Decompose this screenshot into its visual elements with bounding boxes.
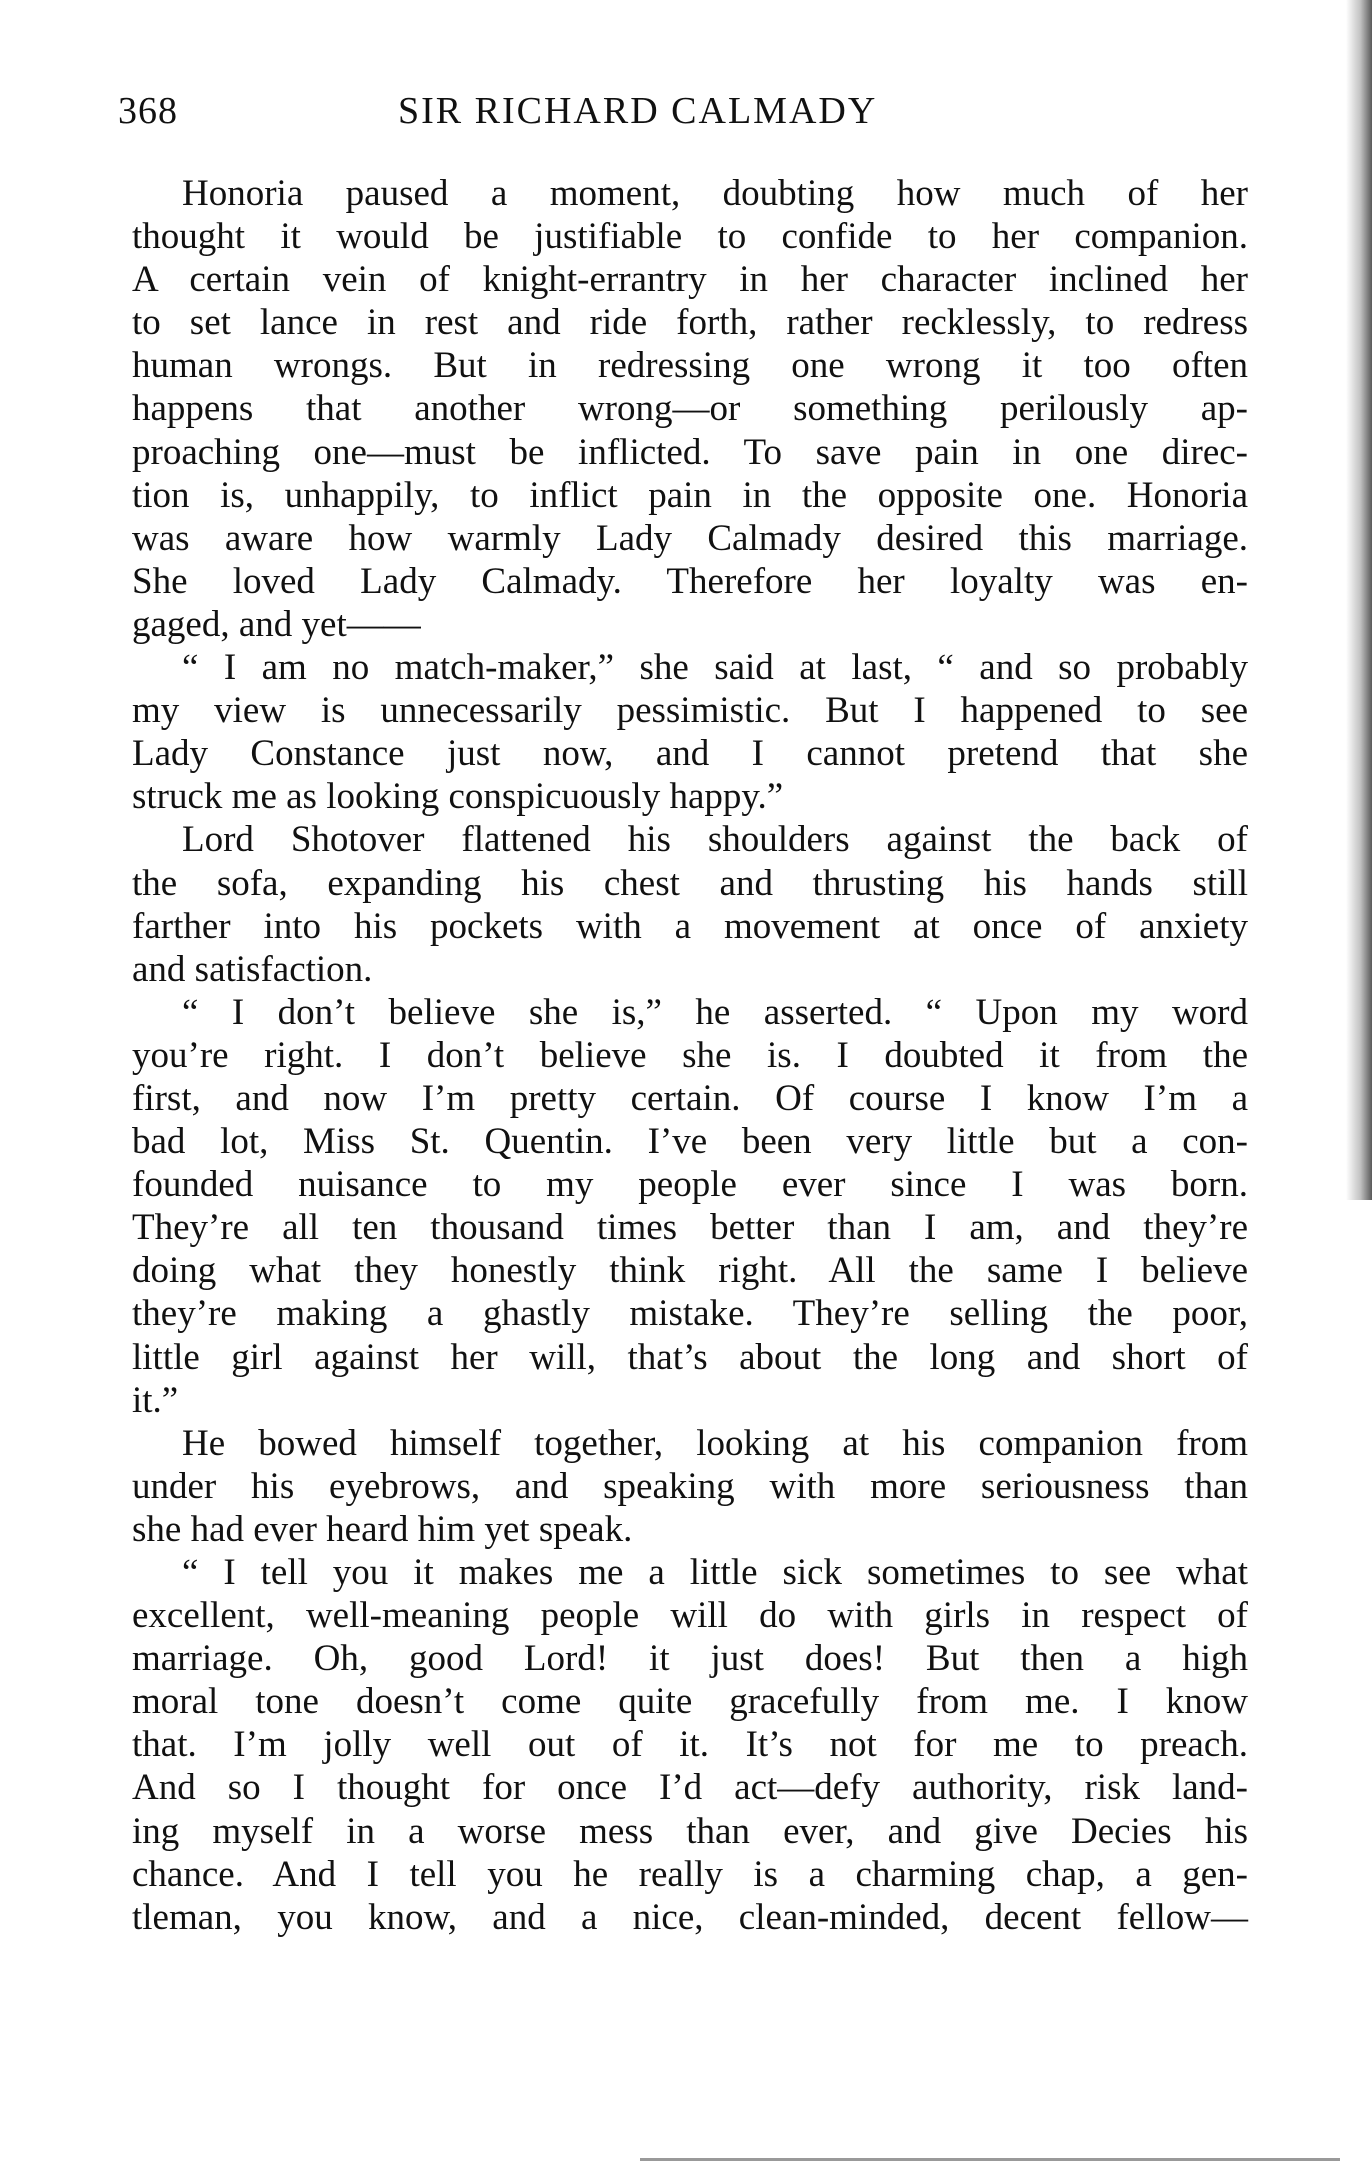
text-line: you’re right. I don’t believe she is. I doubted it from the xyxy=(132,1034,1248,1076)
text-line: human wrongs. But in redressing one wrong it too often xyxy=(132,345,1248,387)
text-line: “ I don’t believe she is,” he asserted. “ Upon my word xyxy=(182,991,1248,1033)
text-line: tion is, unhappily, to inflict pain in the opposite one. Honoria xyxy=(132,474,1248,516)
text-line: that. I’m jolly well out of it. It’s not for me to preach. xyxy=(132,1724,1248,1766)
text-line: bad lot, Miss St. Quentin. I’ve been very little but a con- xyxy=(132,1121,1248,1163)
text-line: thought it would be justifiable to confide to her companion. xyxy=(132,216,1248,258)
body-text xyxy=(132,172,1248,1939)
text-line: they’re making a ghastly mistake. They’re selling the poor, xyxy=(132,1293,1248,1335)
text-line: tleman, you know, and a nice, clean-minded, decent fellow— xyxy=(132,1896,1248,1938)
text-line: She loved Lady Calmady. Therefore her loyalty was en- xyxy=(132,560,1248,602)
text-line: founded nuisance to my people ever since I was born. xyxy=(132,1164,1248,1206)
text-line: doing what they honestly think right. All the same I believe xyxy=(132,1250,1248,1292)
text-line: it.” xyxy=(132,1379,179,1421)
text-line: Lady Constance just now, and I cannot pretend that she xyxy=(132,733,1248,775)
text-line: chance. And I tell you he really is a charming chap, a gen- xyxy=(132,1853,1248,1895)
text-line: marriage. Oh, good Lord! it just does! But then a high xyxy=(132,1638,1248,1680)
text-line: He bowed himself together, looking at his companion from xyxy=(182,1422,1248,1464)
text-line: little girl against her will, that’s about the long and short of xyxy=(132,1336,1248,1378)
text-line: farther into his pockets with a movement at once of anxiety xyxy=(132,905,1248,947)
text-line: and satisfaction. xyxy=(132,948,373,990)
text-line: proaching one—must be inflicted. To save pain in one direc- xyxy=(132,431,1248,473)
text-line: Lord Shotover flattened his shoulders against the back of xyxy=(182,819,1248,861)
text-line: under his eyebrows, and speaking with more seriousness than xyxy=(132,1465,1248,1507)
text-line: And so I thought for once I’d act—defy authority, risk land- xyxy=(132,1767,1248,1809)
text-line: first, and now I’m pretty certain. Of course I know I’m a xyxy=(132,1077,1248,1119)
text-line: to set lance in rest and ride forth, rather recklessly, to redress xyxy=(132,302,1248,344)
text-line: excellent, well-meaning people will do with girls in respect of xyxy=(132,1595,1248,1637)
text-line: she had ever heard him yet speak. xyxy=(132,1508,633,1550)
text-line: happens that another wrong—or something perilously ap- xyxy=(132,388,1248,430)
text-line: my view is unnecessarily pessimistic. But I happened to see xyxy=(132,690,1248,732)
text-line: struck me as looking conspicuously happy.” xyxy=(132,776,784,818)
text-line: gaged, and yet—— xyxy=(132,603,421,645)
text-line: “ I tell you it makes me a little sick sometimes to see what xyxy=(182,1552,1248,1593)
text-line: They’re all ten thousand times better than I am, and they’re xyxy=(132,1207,1248,1249)
text-line: moral tone doesn’t come quite gracefully from me. I know xyxy=(132,1681,1248,1723)
text-line: Honoria paused a moment, doubting how much of her xyxy=(182,173,1248,214)
text-line: A certain vein of knight-errantry in her character inclined her xyxy=(132,259,1248,301)
text-line: “ I am no match-maker,” she said at last, “ and so probably xyxy=(182,647,1248,689)
scan-edge-shadow xyxy=(1346,0,1372,1200)
running-title: SIR RICHARD CALMADY xyxy=(398,90,878,132)
page-number: 368 xyxy=(118,90,178,132)
text-line: was aware how warmly Lady Calmady desired this marriage. xyxy=(132,517,1248,559)
bottom-edge-rule xyxy=(640,2158,1340,2161)
text-line: the sofa, expanding his chest and thrusting his hands still xyxy=(132,862,1248,904)
text-line: ing myself in a worse mess than ever, and give Decies his xyxy=(132,1810,1248,1852)
running-head xyxy=(118,86,1252,136)
